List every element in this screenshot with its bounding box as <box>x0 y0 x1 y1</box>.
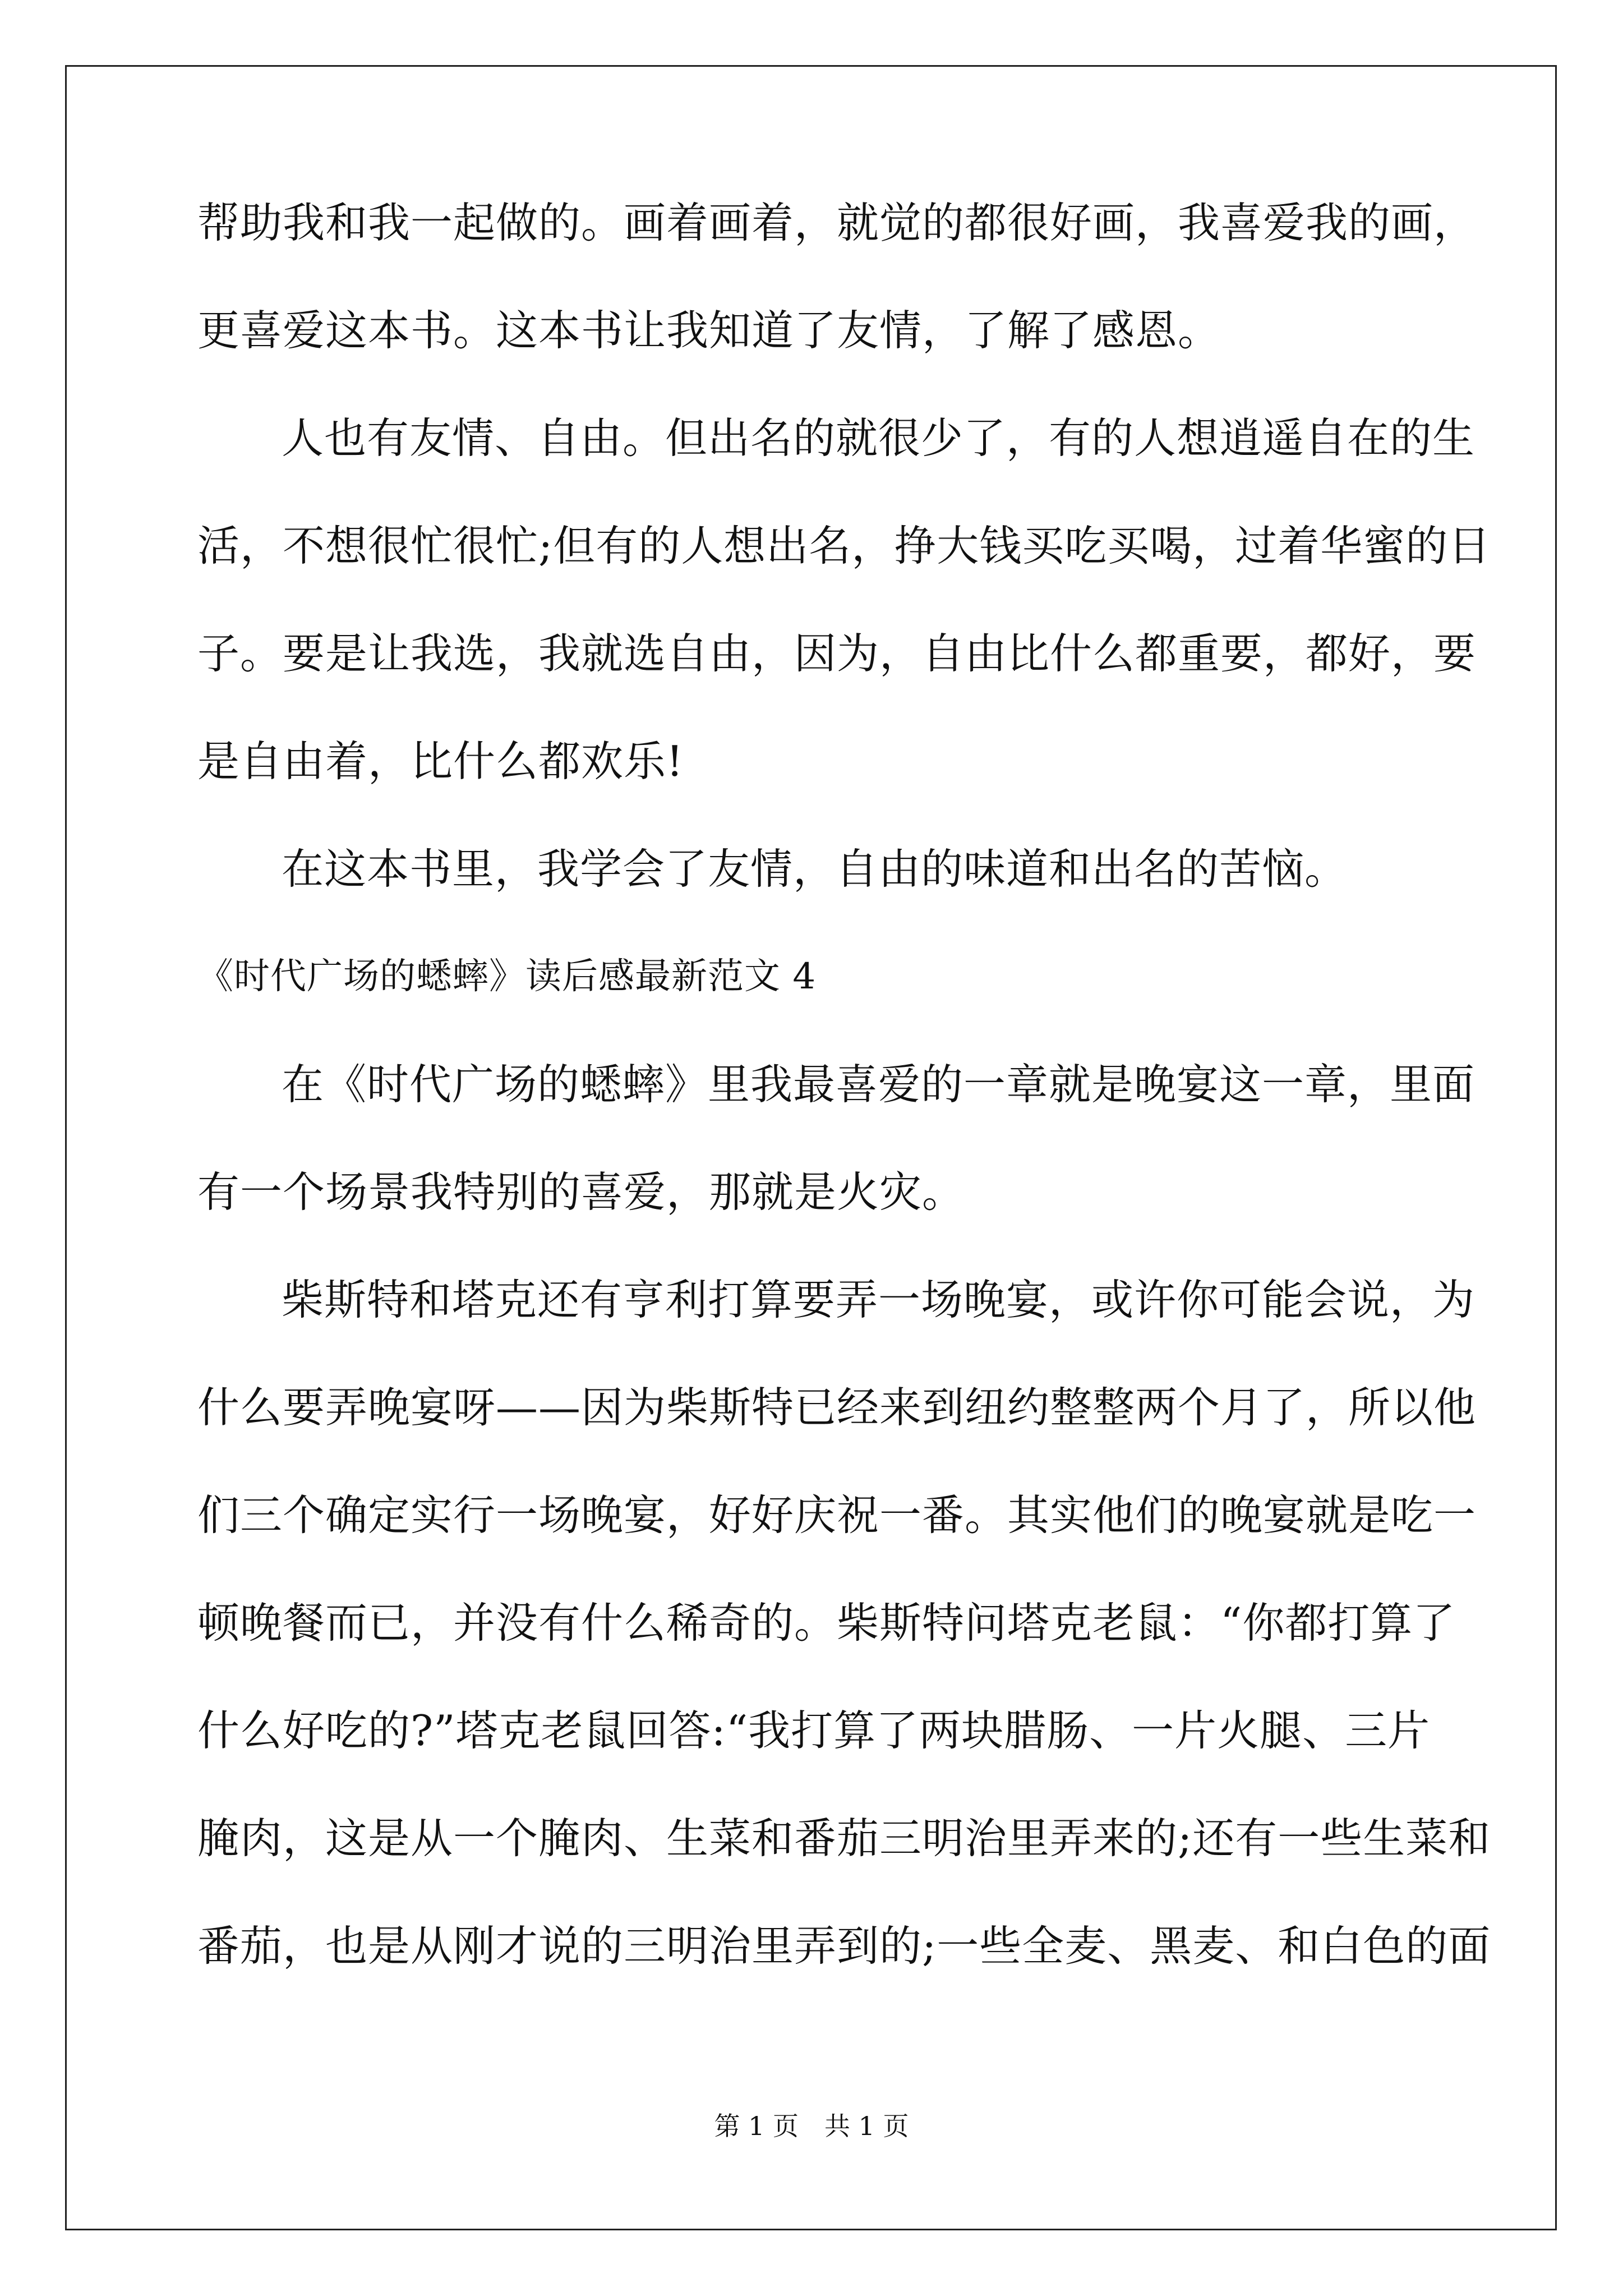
page-number: 第 1 页 共 1 页 <box>714 2111 909 2141</box>
text-line: 什么要弄晚宴呀——因为柴斯特已经来到纽约整整两个月了，所以他 <box>197 1383 1477 1432</box>
text-line: 什么好吃的?”塔克老鼠回答:“我打算了两块腊肠、一片火腿、三片 <box>197 1706 1431 1755</box>
text-line: 帮助我和我一起做的。画着画着，就觉的都很好画，我喜爱我的画， <box>197 198 1477 247</box>
text-line: 顿晚餐而已，并没有什么稀奇的。柴斯特问塔克老鼠：“你都打算了 <box>197 1598 1456 1648</box>
text-line: 子。要是让我选，我就选自由，因为，自由比什么都重要，都好，要 <box>197 629 1477 678</box>
text-line: 是自由着，比什么都欢乐! <box>197 737 684 786</box>
text-line: 有一个场景我特别的喜爱，那就是火灾。 <box>197 1167 965 1217</box>
paragraph-start-line: 在这本书里，我学会了友情，自由的味道和出名的苦恼。 <box>282 844 1348 894</box>
text-line: 活，不想很忙很忙;但有的人想出名，挣大钱买吃买喝，过着华蜜的日 <box>197 521 1491 570</box>
paragraph-start-line: 在《时代广场的蟋蟀》里我最喜爱的一章就是晚宴这一章，里面 <box>282 1060 1476 1109</box>
document-body <box>197 198 1491 2033</box>
section-heading: 《时代广场的蟋蟀》读后感最新范文 4 <box>197 956 817 997</box>
paragraph-start-line: 人也有友情、自由。但出名的就很少了，有的人想逍遥自在的生 <box>282 413 1476 463</box>
text-line: 番茄，也是从刚才说的三明治里弄到的;一些全麦、黑麦、和白色的面 <box>197 1921 1491 1971</box>
text-line: 腌肉，这是从一个腌肉、生菜和番茄三明治里弄来的;还有一些生菜和 <box>197 1814 1491 1863</box>
text-line: 们三个确定实行一场晚宴，好好庆祝一番。其实他们的晚宴就是吃一 <box>197 1490 1477 1540</box>
text-line: 更喜爱这本书。这本书让我知道了友情，了解了感恩。 <box>197 306 1221 355</box>
paragraph-start-line: 柴斯特和塔克还有亨利打算要弄一场晚宴，或许你可能会说，为 <box>282 1275 1476 1324</box>
